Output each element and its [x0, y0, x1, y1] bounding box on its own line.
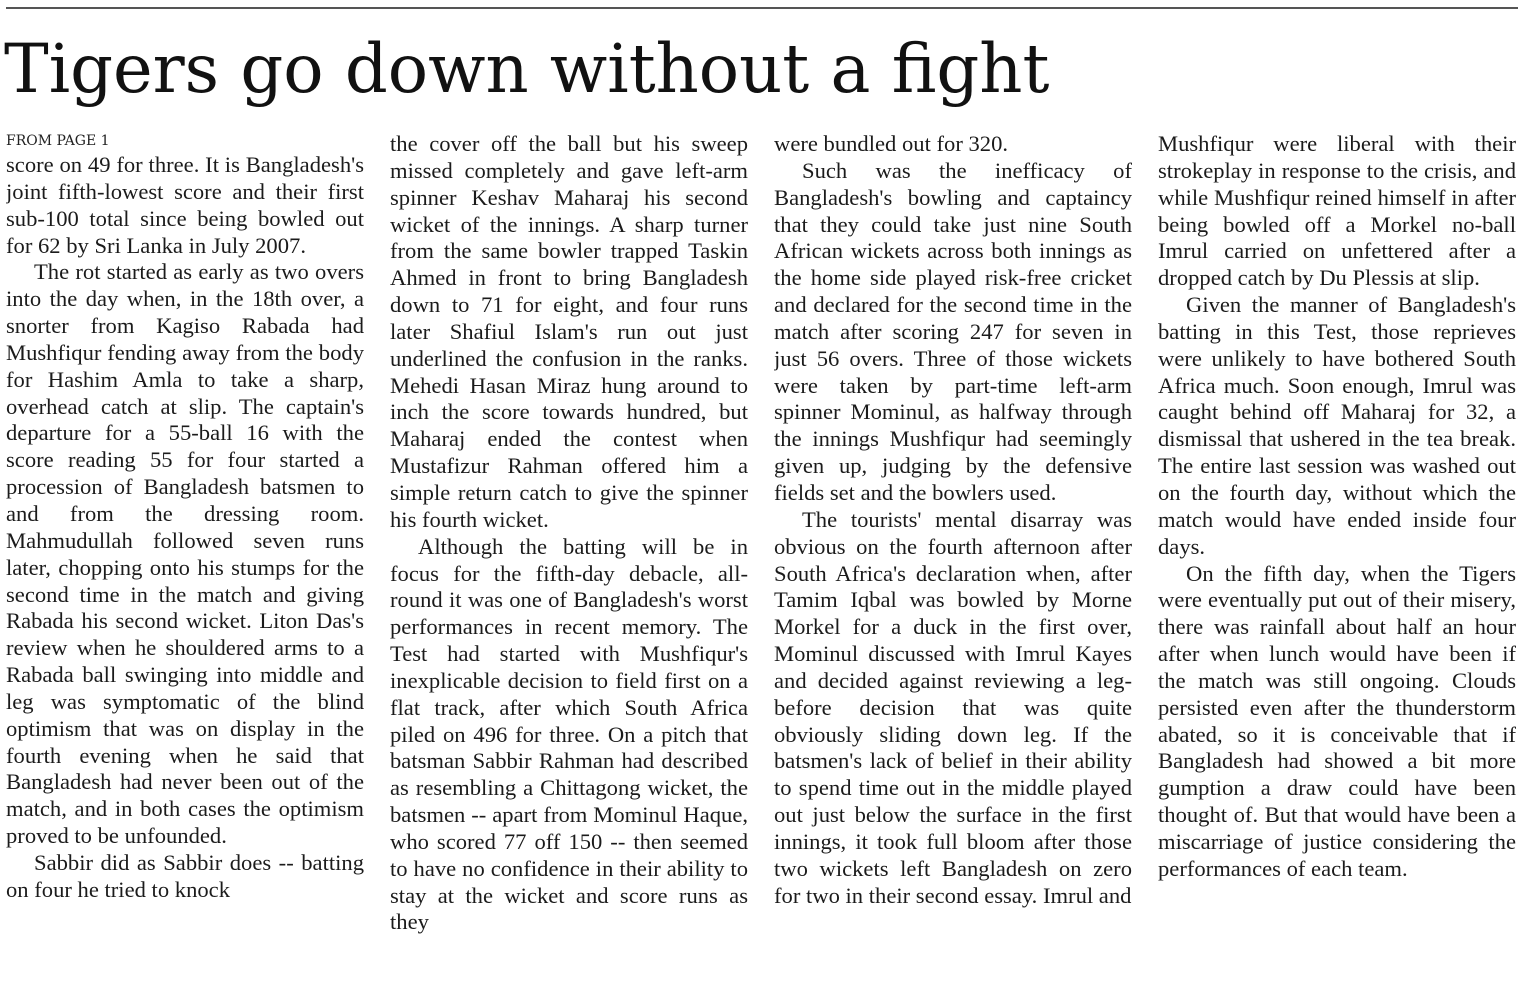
paragraph: were bundled out for 320. [774, 131, 1009, 156]
paragraph: The tourists' mental disarray was obvious on the fourth afternoon after South Africa's declaration when, after Tamim Iqbal was bowled by Morne Morkel for a duck in the first over, Mominul discussed with Imrul Kayes and decided against reviewing a leg-before decision that was quite obviously sliding down leg. If the batsmen's lack of belief in their ability to spend time out in the middle played out just below the surface in the first innings, it took full bloom after those two wickets left Bangladesh on zero for two in their second essay. Imrul and [774, 506, 1132, 908]
paragraph: Mushfiqur were liberal with their strokeplay in response to the crisis, and while Mushfiqur reined himself in after being bowled off a Morkel no-ball Imrul carried on unfettered after a dropped catch by Du Plessis at slip. [1158, 131, 1516, 291]
paragraph: The rot started as early as two overs into the day when, in the 18th over, a snorter from Kagiso Rabada had Mushfiqur fending away from the body for Hashim Amla to take a sharp, overhead catch at slip. The captain's departure for a 55-ball 16 with the score reading 55 for four started a procession of Bangladesh batsmen to and from the dressing room. Mahmudullah followed seven runs later, chopping onto his stumps for the second time in the match and giving Rabada his second wicket. Liton Das's review when he shouldered arms to a Rabada ball swinging into middle and leg was symptomatic of the blind optimism that was on display in the fourth evening when he said that Bangladesh had never been out of the match, and in both cases the optimism proved to be unfounded. [6, 259, 364, 849]
column-4 [1158, 131, 1516, 993]
paragraph: On the fifth day, when the Tigers were eventually put out of their misery, there was rainfall about half an hour after when lunch would have been if the match was still ongoing. Clouds persisted even after the thunderstorm abated, so it is conceivable that if Bangladesh had showed a bit more gumption a draw could have been thought of. But that would have been a miscarriage of justice considering the performances of each team. [1158, 560, 1516, 881]
column-2 [390, 131, 748, 993]
paragraph: Given the manner of Bangladesh's batting in this Test, those reprieves were unlikely to have bothered South Africa much. Soon enough, Imrul was caught behind off Maharaj for 32, a dismissal that ushered in the tea break. The entire last session was washed out on the fourth day, without which the match would have ended inside four days. [1158, 292, 1516, 559]
column-1 [6, 131, 364, 993]
paragraph: Although the batting will be in focus for the fifth-day debacle, all-round it was one of Bangladesh's worst performances in recent memory. The Test had started with Mushfiqur's inexplicable decision to field first on a flat track, after which South Africa piled on 496 for three. On a pitch that batsman Sabbir Rahman had described as resembling a Chittagong wicket, the batsmen -- apart from Mominul Haque, who scored 77 off 150 -- then seemed to have no confidence in their ability to stay at the wicket and score runs as they [390, 533, 748, 935]
headline: Tigers go down without a fight [4, 30, 1050, 108]
kicker: FROM PAGE 1 [6, 133, 110, 149]
column-3 [774, 131, 1132, 993]
paragraph: Sabbir did as Sabbir does -- batting on four he tried to knock [6, 849, 364, 902]
top-rule [6, 7, 1518, 9]
article-body [6, 131, 1518, 993]
paragraph: score on 49 for three. It is Bangladesh's joint fifth-lowest score and their first sub-100 total since being bowled out for 62 by Sri Lanka in July 2007. [6, 152, 364, 258]
paragraph: the cover off the ball but his sweep missed completely and gave left-arm spinner Keshav Maharaj his second wicket of the innings. A sharp turner from the same bowler trapped Taskin Ahmed in front to bring Bangladesh down to 71 for eight, and four runs later Shafiul Islam's run out just underlined the confusion in the ranks. Mehedi Hasan Miraz hung around to inch the score towards hundred, but Maharaj ended the contest when Mustafizur Rahman offered him a simple return catch to give the spinner his fourth wicket. [390, 131, 748, 532]
paragraph: Such was the inefficacy of Bangladesh's bowling and captaincy that they could take just nine South African wickets across both innings as the home side played risk-free cricket and declared for the second time in the match after scoring 247 for seven in just 56 overs. Three of those wickets were taken by part-time left-arm spinner Mominul, as halfway through the innings Mushfiqur had seemingly given up, judging by the defensive fields set and the bowlers used. [774, 157, 1132, 505]
